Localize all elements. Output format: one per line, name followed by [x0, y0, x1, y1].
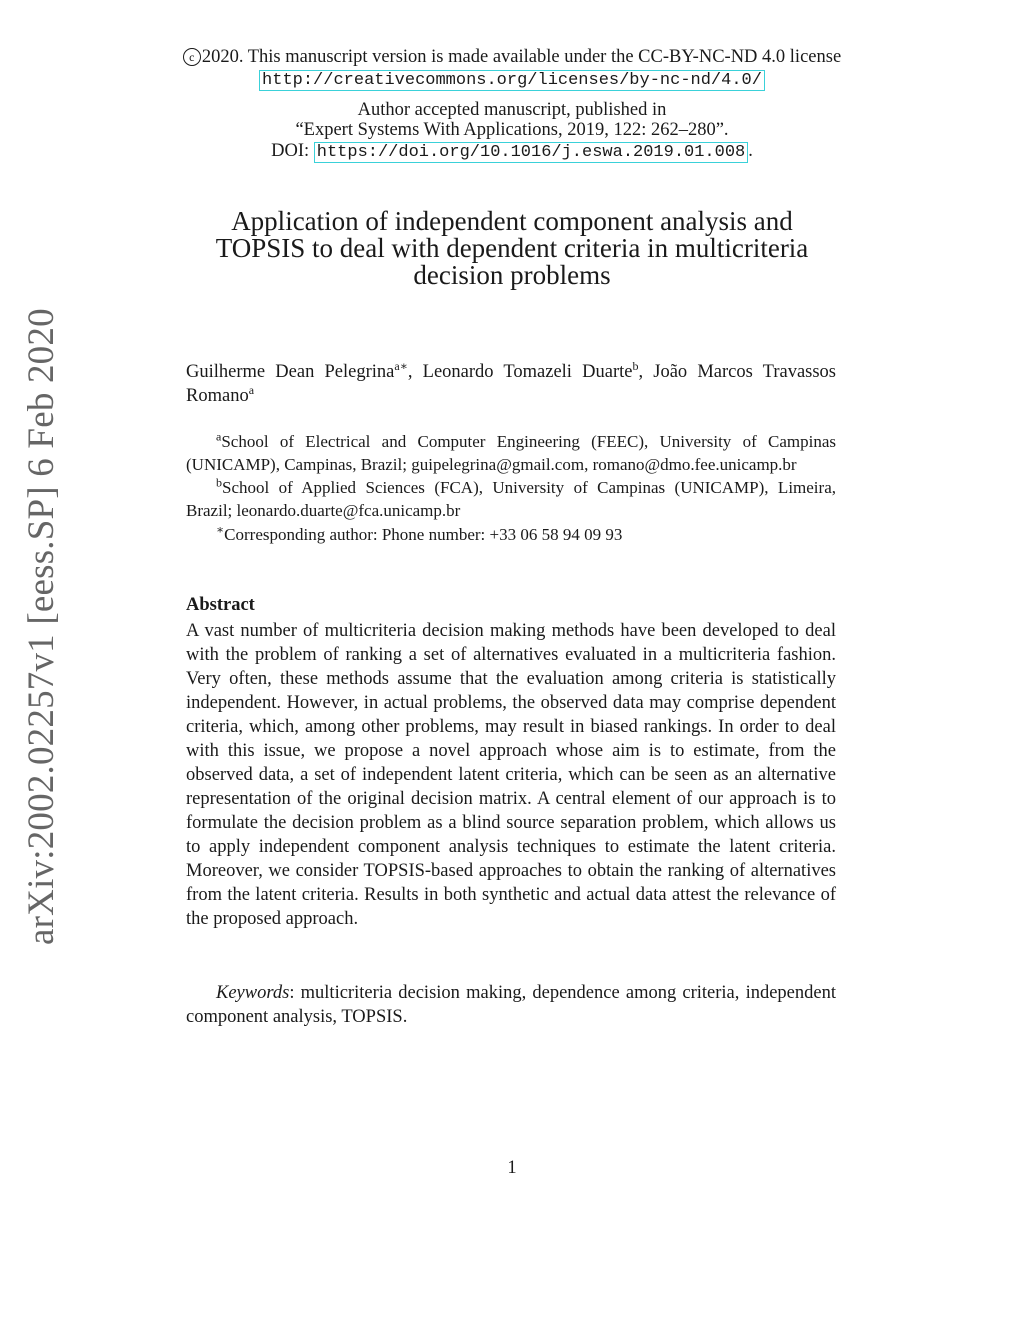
doi-label: DOI:: [271, 141, 314, 161]
license-line: [0, 47, 1024, 68]
title-line-3: decision problems: [413, 260, 611, 290]
author-3: , João Marcos Travassos Romano: [186, 362, 837, 406]
title-line-2: TOPSIS to deal with dependent criteria in multicriteria: [215, 233, 809, 263]
doi-line: [0, 141, 1024, 163]
affiliation-b: [186, 476, 836, 522]
affiliation-a: [186, 430, 836, 476]
author-2-sup: b: [632, 358, 639, 373]
corresponding-sup: ∗: [216, 522, 225, 537]
affiliation-a-sup: a: [216, 429, 222, 444]
keywords-text: : multicriteria decision making, dependence among criteria, independent component analysis, TOPSIS.: [186, 983, 836, 1027]
author-2: , Leonardo Tomazeli Duarte: [407, 362, 633, 382]
affiliations: [186, 430, 836, 522]
affiliation-a-text: School of Electrical and Computer Engineering (FEEC), University of Campinas (UNICAMP), Campinas, Brazil; guipelegrina@gmail.com, romano@dmo.fee.unicamp.br: [186, 432, 836, 474]
doi-link[interactable]: https://doi.org/10.1016/j.eswa.2019.01.008: [314, 142, 748, 163]
corresponding-text: Corresponding author: Phone number: +33 06 58 94 09 93: [224, 525, 623, 544]
title-line-1: Application of independent component analysis and: [231, 206, 793, 236]
corresponding-author: [186, 523, 836, 547]
journal-line: “Expert Systems With Applications, 2019, 122: 262–280”.: [295, 120, 729, 140]
keywords: [186, 981, 836, 1029]
copyright-icon: c: [183, 48, 201, 66]
paper-title: [140, 208, 884, 289]
author-1-sup: a∗: [394, 358, 408, 373]
page-number: 1: [507, 1158, 517, 1178]
license-text: 2020. This manuscript version is made available under the CC-BY-NC-ND 4.0 license: [201, 47, 842, 67]
abstract-heading: Abstract: [186, 595, 255, 615]
keywords-label: Keywords: [216, 983, 290, 1003]
author-3-sup: a: [248, 382, 255, 397]
license-url-link[interactable]: http://creativecommons.org/licenses/by-nc-nd/4.0/: [259, 70, 765, 91]
affiliation-b-text: School of Applied Sciences (FCA), University of Campinas (UNICAMP), Limeira, Brazil; leonardo.duarte@fca.unicamp.br: [186, 478, 836, 520]
license-url-line: [0, 69, 1024, 91]
doi-end: .: [748, 141, 753, 161]
abstract-body: A vast number of multicriteria decision making methods have been developed to deal with the problem of ranking a set of alternatives evaluated in a multicriteria fashion. Very often, these methods assume that the evaluation among criteria is statistically independent. However, in actual problems, the observed data may comprise dependent criteria, which, among other problems, may result in biased rankings. In order to deal with this issue, we propose a novel approach whose aim is to estimate, from the observed data, a set of independent latent criteria, which can be seen as an alternative representation of the original decision matrix. A central element of our approach is to formulate the decision problem as a blind source separation problem, which allows us to apply independent component analysis techniques to estimate the latent criteria. Moreover, we consider TOPSIS-based approaches to obtain the ranking of alternatives from the latent criteria. Results in both synthetic and actual data attest the relevance of the proposed approach.: [186, 621, 836, 929]
author-list: [186, 360, 836, 408]
author-1: Guilherme Dean Pelegrina: [186, 362, 395, 382]
arxiv-side-stamp: arXiv:2002.02257v1 [eess.SP] 6 Feb 2020: [21, 308, 62, 945]
affiliation-b-sup: b: [216, 475, 222, 490]
accepted-line: Author accepted manuscript, published in: [357, 100, 667, 120]
